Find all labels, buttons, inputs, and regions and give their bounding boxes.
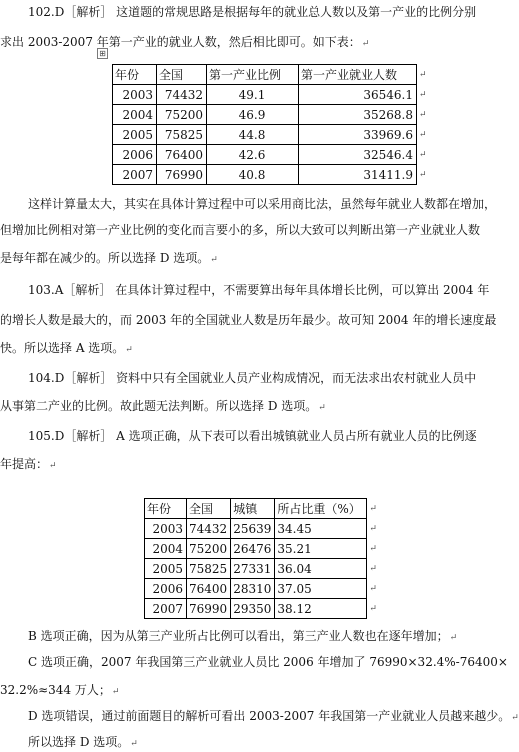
text-line (28, 4, 476, 20)
table-cell: 2007 (145, 599, 187, 619)
table-cell: 31411.9 (299, 165, 417, 185)
paragraph-mark-icon: ↵ (49, 461, 57, 471)
table-cell: 2006 (113, 145, 157, 165)
table-cell: 75825 (187, 559, 231, 579)
table-cell: 2004 (145, 539, 187, 559)
text-line (28, 708, 519, 726)
table-row (113, 145, 428, 165)
row-end-mark-icon: ↵ (419, 89, 427, 100)
line-text: 的增长人数是最大的，而 2003 年的全国就业人数是历年最少。故可知 2004 年的增长速度最 (0, 313, 497, 327)
text-line (28, 196, 496, 212)
line-text: 104.D［解析］ 资料中只有全国就业人员产业构成情况，而无法求出农村就业人员中 (28, 371, 477, 385)
table-cell: 2006 (145, 579, 187, 599)
table-cell: 28310 (231, 579, 275, 599)
table-cell: 2005 (113, 125, 157, 145)
row-end-mark-icon: ↵ (419, 109, 427, 120)
line-text: 103.A［解析］ 在具体计算过程中，不需要算出每年具体增长比例，可以算出 2004 年 (28, 283, 490, 297)
text-line (28, 370, 476, 386)
table-cell: 2007 (113, 165, 157, 185)
table-header-row (145, 499, 378, 519)
table-header-row (113, 65, 428, 85)
text-line (28, 282, 489, 298)
row-end-mark-icon: ↵ (419, 129, 427, 140)
text-line (28, 628, 457, 646)
table-cell: 2005 (145, 559, 187, 579)
table-cell: 76400 (187, 579, 231, 599)
table-cell: 26476 (231, 539, 275, 559)
table-cell: 75825 (157, 125, 207, 145)
line-text: C 选项正确，2007 年我国第三产业就业人员比 2006 年增加了 76990×32.4%-76400× (28, 655, 508, 669)
row-end-mark-icon: ↵ (369, 583, 377, 594)
table-row (113, 85, 428, 105)
row-end-mark-icon: ↵ (369, 543, 377, 554)
paragraph-mark-icon: ↵ (511, 713, 519, 723)
row-end-mark-icon: ↵ (419, 149, 427, 160)
table-cell: 74432 (157, 85, 207, 105)
table-cell: 38.12 (275, 599, 367, 619)
line-text: B 选项正确，因为从第三产业所占比例可以看出，第三产业人数也在逐年增加； (28, 629, 449, 643)
line-text: 从事第二产业的比例。故此题无法判断。所以选择 D 选项。 (0, 399, 318, 413)
table-row (145, 539, 378, 559)
line-text: 32.2%≈344 万人； (0, 683, 111, 697)
paragraph-mark-icon: ↵ (361, 39, 370, 49)
table-cell: 37.05 (275, 579, 367, 599)
header-cell: 年份 (113, 65, 157, 85)
table-cell: 29350 (231, 599, 275, 619)
header-cell: 所占比重（%） (275, 499, 367, 519)
table-cell: 2004 (113, 105, 157, 125)
text-line (0, 222, 480, 238)
text-line (0, 250, 218, 268)
table-cell: 75200 (187, 539, 231, 559)
paragraph-mark-icon: ↵ (210, 255, 218, 265)
row-end-mark-icon: ↵ (369, 523, 377, 534)
line-text: 年提高： (0, 457, 49, 471)
text-line (0, 340, 133, 358)
table-row (145, 519, 378, 539)
text-line (28, 734, 138, 752)
table-cell: 32546.4 (299, 145, 417, 165)
table-cell: 25639 (231, 519, 275, 539)
line-text: 102.D［解析］ 这道题的常规思路是根据每年的就业总人数以及第一产业的比例分别 (28, 5, 477, 19)
paragraph-mark-icon: ↵ (449, 633, 458, 643)
table-cell: 49.1 (207, 85, 299, 105)
table-cell: 40.8 (207, 165, 299, 185)
text-line (0, 456, 57, 474)
employment-ratio-table (112, 64, 428, 185)
table-cell: 74432 (187, 519, 231, 539)
line-text: D 选项错误，通过前面题目的解析可看出 2003-2007 年我国第一产业就业人员越来越少。 (28, 709, 511, 723)
table-row (113, 105, 428, 125)
text-line (28, 654, 508, 670)
table-row (113, 125, 428, 145)
table-cell: 36.04 (275, 559, 367, 579)
line-text: 105.D［解析］ A 选项正确，从下表可以看出城镇就业人员占所有就业人员的比例逐 (28, 429, 477, 443)
table-cell: 35.21 (275, 539, 367, 559)
row-end-mark-icon: ↵ (369, 603, 377, 614)
table-cell: 34.45 (275, 519, 367, 539)
table-cell: 75200 (157, 105, 207, 125)
table-cell: 76400 (157, 145, 207, 165)
row-end-mark-icon: ↵ (369, 563, 377, 574)
table-cell: 2003 (113, 85, 157, 105)
line-text: 这样计算量太大，其实在具体计算过程中可以采用商比法，虽然每年就业人数都在增加， (28, 197, 497, 211)
line-text: 快。所以选择 A 选项。 (0, 341, 125, 355)
table-cell: 44.8 (207, 125, 299, 145)
table-row (145, 599, 378, 619)
row-end-mark-icon: ↵ (369, 503, 377, 514)
text-line (0, 312, 496, 328)
paragraph-mark-icon: ↵ (125, 345, 133, 355)
paragraph-mark-icon: ↵ (111, 687, 120, 697)
line-text: 是每年都在减少的。所以选择 D 选项。 (0, 251, 210, 265)
row-end-mark-icon: ↵ (419, 69, 427, 80)
header-cell: 全国 (187, 499, 231, 519)
text-line (28, 428, 477, 444)
table-cell: 42.6 (207, 145, 299, 165)
line-text: 所以选择 D 选项。 (28, 735, 130, 749)
text-line (0, 682, 119, 700)
header-cell: 城镇 (231, 499, 275, 519)
table-cell: 76990 (157, 165, 207, 185)
table-cell: 2003 (145, 519, 187, 539)
text-line (0, 398, 326, 416)
header-cell: 第一产业比例 (207, 65, 299, 85)
row-end-mark-icon: ↵ (419, 169, 427, 180)
table-anchor-icon[interactable]: ⊞ (97, 48, 108, 59)
header-cell: 全国 (157, 65, 207, 85)
table-cell: 36546.1 (299, 85, 417, 105)
table-cell: 33969.6 (299, 125, 417, 145)
line-text: 求出 2003-2007 年第一产业的就业人数，然后相比即可。如下表： (0, 35, 361, 49)
text-line (0, 34, 369, 52)
table-cell: 35268.8 (299, 105, 417, 125)
urban-share-table (144, 498, 378, 619)
paragraph-mark-icon: ↵ (318, 403, 326, 413)
table-row (113, 165, 428, 185)
table-cell: 27331 (231, 559, 275, 579)
paragraph-mark-icon: ↵ (130, 739, 138, 749)
header-cell: 年份 (145, 499, 187, 519)
line-text: 但增加比例相对第一产业比例的变化而言要小的多，所以大致可以判断出第一产业就业人数 (0, 223, 481, 237)
table-row (145, 559, 378, 579)
table-cell: 76990 (187, 599, 231, 619)
table-cell: 46.9 (207, 105, 299, 125)
header-cell: 第一产业就业人数 (299, 65, 417, 85)
table-row (145, 579, 378, 599)
